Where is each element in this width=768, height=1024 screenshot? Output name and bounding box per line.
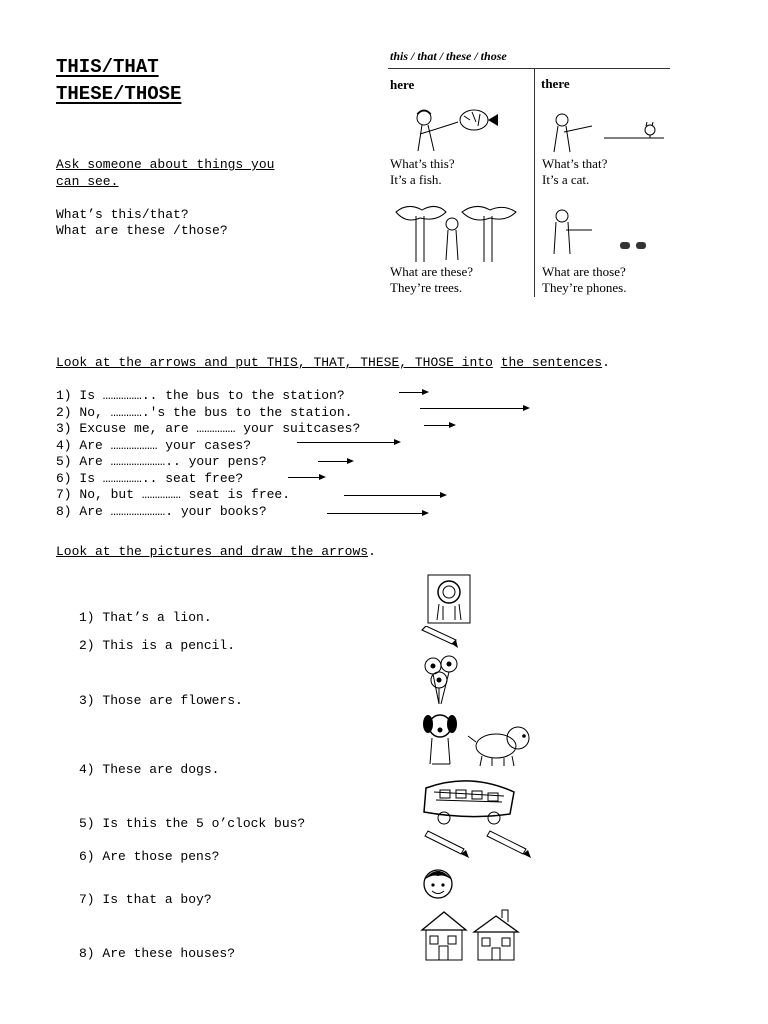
arrow-short-6 bbox=[288, 477, 324, 478]
arrow-long-7 bbox=[344, 495, 445, 496]
exercise-1-instruction-b: the sentences bbox=[500, 355, 603, 370]
exercise-2-item-4: 4) These are dogs. bbox=[79, 762, 220, 777]
exercise-2-item-1: 1) That’s a lion. bbox=[79, 610, 212, 625]
reference-cell-1-question: What’s this? bbox=[390, 156, 455, 171]
intro-section bbox=[56, 157, 274, 240]
reference-column-divider bbox=[534, 69, 535, 297]
arrow-short-3 bbox=[424, 425, 454, 426]
man-pointing-at-phones-illustration bbox=[544, 208, 664, 260]
reference-col-here: here bbox=[390, 77, 415, 92]
reference-top-rule bbox=[388, 68, 670, 69]
man-holding-fish-illustration bbox=[402, 106, 512, 154]
arrow-long-4 bbox=[297, 442, 399, 443]
exercise-2-instruction-a: Look at the pictures and draw the arrows bbox=[56, 544, 369, 559]
reference-cell-3-question: What are these? bbox=[390, 264, 474, 279]
arrow-long-8 bbox=[327, 513, 427, 514]
reference-col-there: there bbox=[541, 76, 570, 91]
exercise-1-instruction bbox=[56, 355, 610, 372]
arrow-short-5 bbox=[318, 461, 352, 462]
pens-picture bbox=[421, 830, 533, 864]
exercise-1-item-7: 7) No, but …………… seat is free. bbox=[56, 487, 291, 502]
exercise-1-item-3: 3) Excuse me, are …………… your suitcases? bbox=[56, 421, 361, 436]
intro-question-1: What’s this/that? bbox=[56, 206, 189, 222]
exercise-2-item-7: 7) Is that a boy? bbox=[79, 892, 212, 907]
reference-cell-3-answer: They’re trees. bbox=[390, 280, 463, 295]
flowers-picture bbox=[421, 654, 463, 706]
pencil-picture bbox=[419, 626, 461, 650]
reference-cell-2-answer: It’s a cat. bbox=[542, 172, 590, 187]
exercise-2-item-2: 2) This is a pencil. bbox=[79, 638, 236, 653]
exercise-1-instruction-c: . bbox=[602, 355, 610, 370]
man-pointing-at-cat-illustration bbox=[544, 110, 664, 154]
exercise-1-item-1: 1) Is …………….. the bus to the station? bbox=[56, 388, 345, 403]
exercise-1-item-2: 2) No, ………….'s the bus to the station. bbox=[56, 404, 353, 420]
exercise-2-instruction-b: . bbox=[368, 544, 376, 559]
exercise-2-item-6: 6) Are those pens? bbox=[79, 849, 220, 864]
page-title bbox=[56, 54, 181, 108]
bus-picture bbox=[420, 774, 520, 826]
lion-picture bbox=[427, 574, 471, 624]
reference-cell-3 bbox=[390, 264, 473, 296]
reference-cell-1 bbox=[390, 156, 455, 188]
title-line-2: THESE/THOSE bbox=[56, 83, 182, 105]
exercise-2-item-8: 8) Are these houses? bbox=[79, 946, 236, 961]
intro-instruction-line-2: can see. bbox=[56, 173, 119, 189]
arrow-long-2 bbox=[420, 408, 528, 409]
boy-picture bbox=[418, 864, 458, 900]
exercise-1-instruction-a: Look at the arrows and put THIS, THAT, THESE, THOSE into bbox=[56, 355, 493, 370]
dogs-picture bbox=[418, 710, 534, 768]
reference-cell-4 bbox=[542, 264, 626, 296]
houses-picture bbox=[418, 906, 522, 962]
title-line-1: THIS/THAT bbox=[56, 56, 159, 78]
exercise-2-instruction bbox=[56, 544, 376, 561]
exercise-1-item-5: 5) Are ………………….. your pens? bbox=[56, 454, 267, 469]
reference-cell-1-answer: It’s a fish. bbox=[390, 172, 442, 187]
reference-cell-4-answer: They’re phones. bbox=[542, 280, 627, 295]
reference-cell-4-question: What are those? bbox=[542, 264, 626, 279]
reference-cell-2-question: What’s that? bbox=[542, 156, 608, 171]
reference-header: this / that / these / those bbox=[390, 49, 507, 63]
reference-table bbox=[388, 48, 672, 300]
exercise-1-item-6: 6) Is …………….. seat free? bbox=[56, 470, 244, 486]
arrow-short-1 bbox=[399, 392, 427, 393]
exercise-2-item-3: 3) Those are flowers. bbox=[79, 693, 243, 708]
exercise-2-item-5: 5) Is this the 5 o’clock bus? bbox=[79, 816, 306, 831]
exercise-1-list bbox=[56, 388, 360, 520]
intro-instruction-line-1: Ask someone about things you bbox=[56, 157, 275, 172]
intro-question-2: What are these /those? bbox=[56, 223, 228, 238]
exercise-1-item-4: 4) Are ……………… your cases? bbox=[56, 437, 252, 453]
man-between-trees-illustration bbox=[392, 202, 526, 262]
exercise-1-item-8: 8) Are …………………. your books? bbox=[56, 503, 267, 519]
reference-cell-2 bbox=[542, 156, 607, 188]
